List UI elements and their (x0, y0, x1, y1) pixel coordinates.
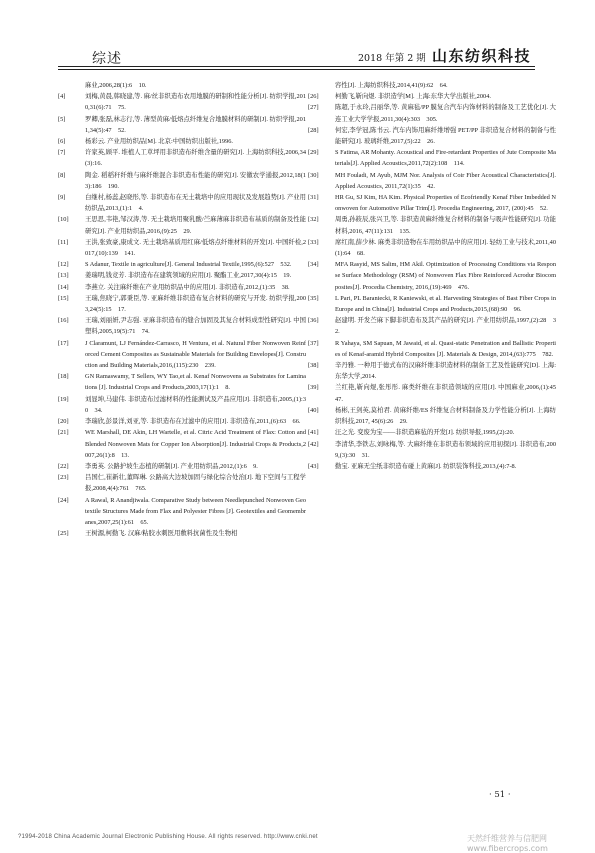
reference-entry (308, 170, 556, 192)
reference-entry (58, 416, 306, 427)
site-watermark: 天然纤维营养与信肥网 www.fibercrops.com (467, 834, 548, 853)
reference-entry (58, 338, 306, 372)
reference-entry (308, 315, 556, 337)
reference-entry (58, 427, 306, 461)
reference-number: [31] (308, 194, 319, 202)
reference-number: [13] (58, 272, 69, 280)
reference-text: MFA Rasyid, MS Salim, HM Akil. Optimization of Processing Conditions via Response Surface Methodology (RSM) of Nonwoven Flax Fibre Reinforced Acrodur Biocomposites[J]. Procedia Chemistry, 2016,(19):469 476. (335, 261, 556, 291)
reference-entry (308, 237, 556, 259)
reference-entry (308, 125, 556, 147)
reference-text: 许家英,顾平. 堆植人工草坪用非织造布纤维含量的研究[J]. 上海纺织科技,2006,34(3):16. (85, 149, 306, 168)
reference-number: [9] (58, 194, 66, 202)
header-rule-thin (58, 69, 535, 70)
reference-entry (58, 270, 306, 281)
reference-text: 李燕立. 关注麻纤维在产业用纺织品中的应用[J]. 非织造布,2012,(1):35 38. (85, 283, 290, 291)
reference-entry (308, 338, 556, 360)
reference-number: [17] (58, 339, 69, 347)
reference-text: 刘梅,黄晨,韩晓建,等. 麻/丝非织造布农用地膜的研制和性能分析[J]. 纺织学报,2010,31(6):71 75. (85, 93, 306, 112)
reference-entry (308, 192, 556, 214)
reference-text: 辛丹雅. 一种用于德式布的汉麻纤维非织造材料的制备工艺及性能研究[D]. 上海:东华大学,2014. (335, 362, 556, 381)
reference-number: [10] (58, 216, 69, 224)
reference-entry (58, 528, 306, 539)
reference-number: [22] (58, 462, 69, 470)
reference-entry (58, 259, 306, 270)
reference-text: 勤宝. 亚麻无尘纸非织造布碰上黄麻[J]. 纺织装饰科技,2013,(4):7-8. (335, 462, 517, 470)
reference-number: [6] (58, 138, 66, 146)
reference-entry (58, 461, 306, 472)
reference-number: [43] (308, 462, 319, 470)
reference-number: [11] (58, 238, 69, 246)
reference-text: 刘显坤,马建伟. 非织造布过滤材料的性能测试及产品应用[J]. 非织造布,2005,(1):30 34. (85, 395, 306, 414)
reference-entry (308, 147, 556, 169)
reference-text: S Fatima, AR Mohanty. Acoustical and Fire-retardant Properties of Jute Composite Materials[J]. Applied Acoustics,2011,72(2):108 114. (335, 149, 556, 168)
reference-text: 赵建明. 开发苎麻下脚非织造布及其产品的研究[J]. 产业用纺织品,1997,(2):28 32. (335, 317, 556, 336)
reference-entry (308, 293, 556, 315)
reference-entry (58, 147, 306, 169)
reference-number: [21] (58, 429, 69, 437)
reference-entry (58, 237, 306, 259)
reference-entry (58, 80, 306, 91)
reference-entry (308, 405, 556, 427)
reference-entry (58, 472, 306, 494)
reference-number: [12] (58, 261, 69, 269)
reference-number: [40] (308, 406, 319, 414)
reference-text: 李勇英. 公路护坡生态植的研制[J]. 产业用纺织品,2012,(1):6 9. (85, 462, 258, 470)
reference-text: 李清华,李铁志,刘咏梅,等. 大麻纤维在非织造布领域的应用初探[J]. 非织造布,2009,(3):30 31. (335, 440, 556, 459)
reference-text: HR Gu, SJ Kim, HA Kim. Physical Properties of Ecofriendly Kenaf Fiber Imbedded Nonwoven for Automotive Pillar Trim[J]. Procedia Engineering, 2017, (200):45 52. (335, 194, 556, 213)
reference-number: [5] (58, 115, 66, 123)
reference-text: R Yahaya, SM Sapuan, M Jawaid, et al. Quasi-static Penetration and Ballistic Properties of Kenaf-aramid Hybrid Composites [J]. Materials & Design, 2014,(63):775 782. (335, 339, 556, 358)
reference-number: [34] (308, 261, 319, 269)
reference-text: 汪之光. 变废为宝——非织造麻毡的开发[J]. 纺织导报,1995,(2):20. (335, 429, 515, 437)
reference-text: J Claramunt, LJ Fernández-Carrasco, H Ventura, et al. Natural Fiber Nonwoven Reinforced Cement Composites as Sustainable Materials for Building Envelopes[J]. Construction and Building Materials,2016,(115):230 239. (85, 339, 306, 370)
reference-entry (58, 315, 306, 337)
reference-text: 王瑞,焦晓宁,郭秉臣,等. 亚麻纤维非织造布复合材料的研究与开发. 纺织学报,2003,24(5):15 17. (85, 294, 306, 314)
reference-text: 何宏,李学冠,陈书云. 汽车内饰用麻纤维增强 PET/PP 非织造复合材料的制备与性能研究[J]. 玻璃纤维,2017,(5):22 26. (335, 126, 556, 146)
reference-text: 麻业,2006,28(1):6 10. (85, 82, 147, 89)
reference-text: WE Marshall, DE Akin, LH Wartelle, et al. Citric Acid Treatment of Flax: Cotton and Blended Nonwoven Mats for Copper Ion Absorption[J]. Industrial Crops & Products,2007,26(1):8 13. (85, 429, 306, 459)
reference-number: [33] (308, 238, 319, 246)
reference-text: GN Ramaswamy, T Sellers, WY Tao,et al. Kenaf Nonwovens as Substrates for Laminations [J]. Industrial Crops and Products,2003,17(1):1 8. (85, 373, 306, 392)
reference-entry (58, 495, 306, 529)
reference-number: [16] (58, 317, 69, 325)
reference-entry (58, 136, 306, 147)
page-number: · 51 · (489, 790, 511, 800)
issue-label: 2018 年第 2 期 (358, 53, 426, 64)
reference-text: 王洪,张致豪,康成文. 无土栽培基质用红麻/低熔点纤维材料的开发[J]. 中国纤检,2017,(10):139 141. (85, 238, 306, 258)
reference-number: [42] (308, 440, 319, 448)
reference-number: [15] (58, 294, 69, 302)
reference-text: 周勇,孙筱辰,张兴卫,等. 非织造黄麻纤维复合材料的制备与吸声性能研究[J]. 功能材料,2016, 47(11):131 135. (335, 216, 556, 235)
reference-number: [27] (308, 104, 319, 112)
reference-text: MH Fouladi, M Ayub, MJM Nor. Analysis of Coir Fiber Acoustical Characteristics[J]. Applied Acoustics, 2011,72(1):35 42. (335, 171, 556, 190)
reference-number: [19] (58, 395, 69, 403)
reference-number: [20] (58, 418, 69, 426)
reference-entry (308, 439, 556, 461)
reference-number: [30] (308, 171, 319, 179)
reference-number: [36] (308, 317, 319, 325)
reference-number: [38] (308, 362, 319, 370)
reference-entry (58, 282, 306, 293)
reference-number: [26] (308, 93, 319, 101)
reference-entry (308, 461, 556, 472)
reference-number: [23] (58, 474, 69, 482)
reference-entry (58, 91, 306, 113)
reference-text: L Pari, PL Baraniecki, R Kaniewski, et al. Harvesting Strategies of Bast Fiber Crops in Europe and in China[J]. Industrial Crops and Products,2015,(68):90 96. (335, 294, 556, 314)
reference-number: [4] (58, 93, 66, 101)
copyright-footer: ?1994-2018 China Academic Journal Electronic Publishing House. All rights reserved. http://www.cnki.net (18, 834, 318, 840)
reference-text: 罗卿,张磊,林志行,等. 薄型黄麻/低熔点纤维复合地膜材料的研制[J]. 纺织学报,2011,34(5):47 52. (85, 115, 306, 134)
reference-entry (58, 114, 306, 136)
reference-number: [24] (58, 496, 69, 504)
reference-text: 李瑞欣,彭景洋,刘亚,等. 非织造布在过滤中的应用[J]. 非织造布,2011,(6):63 66. (85, 418, 301, 426)
reference-entry (58, 214, 306, 236)
reference-text: 杨彩云. 产业用纺织品[M]. 北京:中国纺织出版社,1996. (85, 138, 234, 146)
reference-number: [14] (58, 283, 69, 291)
reference-column-right (308, 80, 563, 472)
reference-entry (308, 360, 556, 382)
reference-entry (58, 170, 306, 192)
reference-text: S Adanur, Textile in agriculture[J]. General Industrial Textile,1995,(6):527 532. (85, 261, 292, 269)
reference-text: 白继村,杨蕊,赵晓彤,等. 非织造布在无土栽培中的应用现状及发展趋势[J]. 产业用纺织品,2013,(1):1 4. (85, 194, 306, 213)
reference-number: [7] (58, 149, 66, 157)
reference-column-left (58, 80, 306, 539)
reference-number: [37] (308, 339, 319, 347)
reference-number: [8] (58, 171, 66, 179)
journal-name: 山东纺织科技 (432, 47, 532, 65)
reference-entry (58, 293, 306, 315)
reference-entry (308, 427, 556, 438)
reference-entry (308, 214, 556, 236)
reference-text: 陶金. 稻稻秆纤维与麻纤维混合非织造布性能的研究[J]. 安徽农学通报,2012,18(13):186 190. (85, 171, 306, 190)
reference-number: [25] (58, 530, 69, 538)
reference-text: 王思思,韦艳,邹汉涛,等. 无土栽培用聚乳酸/苎麻薄麻非织造布基质的制备及性能研究[J]. 产业用纺织品,2016,(9):25 29. (85, 216, 306, 235)
reference-entry (308, 102, 556, 124)
reference-text: 王瑞,刘丽妍,尹志强. 亚麻非织造布的缝合加固及其复合材料成型性研究[J]. 中国塑料,2005,19(5):71 74. (85, 317, 306, 336)
reference-entry (308, 259, 556, 293)
reference-number: [28] (308, 126, 319, 134)
reference-number: [39] (308, 384, 319, 392)
reference-entry (308, 382, 563, 404)
reference-text: 柯勤飞,靳向煜. 非织造学[M]. 上海:东华大学出版社,2004. (335, 93, 491, 101)
reference-text: 兰红艳,靳向煜,张彤彤. 麻类纤维在非织造领域的应用[J]. 中国麻业,2006,(1):45 47. (335, 384, 563, 403)
reference-text: A Rawal, R Anandjiwala. Comparative Study between Needlepunched Nonwoven Geotextile Structures Made from Flax and Polyester Fibres [J]. Geotextiles and Geomembranes,2007,25(1):61 65. (85, 496, 306, 526)
reference-text: 陈超,于永玲,吕丽华,等. 黄麻毡/PP 膜复合汽车内饰材料的制备及工艺优化[J]. 大连工业大学学报,2011,30(4):303 305. (335, 104, 556, 123)
reference-text: 席红南,薛少林. 麻类非织造物在车用纺织品中的应用[J]. 轻纺工业与技术,2011,40(1):64 68. (335, 238, 556, 258)
reference-text: 杨彬,王剑英,莫柏君. 黄麻纤维/ES 纤维复合材料制备及力学性能分析[J]. 上海纺织科技,2017, 45(6):26 29. (335, 406, 556, 426)
reference-number: [18] (58, 373, 69, 381)
reference-number: [35] (308, 294, 319, 302)
reference-text: 容性[J]. 上海纺织科技,2014,41(9):62 64. (335, 82, 448, 89)
reference-text: 姜瑞明,钱竞芳. 非织造布在建筑领域的应用[J]. 聚酯工业,2017,30(4):15 19. (85, 272, 292, 280)
reference-entry (308, 91, 556, 102)
section-title: 综述 (92, 51, 122, 67)
reference-number: [41] (308, 429, 319, 437)
reference-entry (58, 394, 306, 416)
reference-entry (58, 371, 306, 393)
header-rule (58, 66, 535, 67)
reference-number: [32] (308, 216, 319, 224)
reference-entry (308, 80, 556, 91)
reference-number: [29] (308, 149, 319, 157)
reference-text: 王树源,柯勤飞. 汉麻/粘胶水刺医用敷料抗菌性及生物相 (85, 530, 238, 538)
reference-entry (58, 192, 306, 214)
reference-text: 吕国仁,崔新壮,董晖琳. 公路高大边坡加固与绿化综合处治[J]. 地下空间与工程学报,2008,4(4):761 765. (85, 474, 306, 493)
